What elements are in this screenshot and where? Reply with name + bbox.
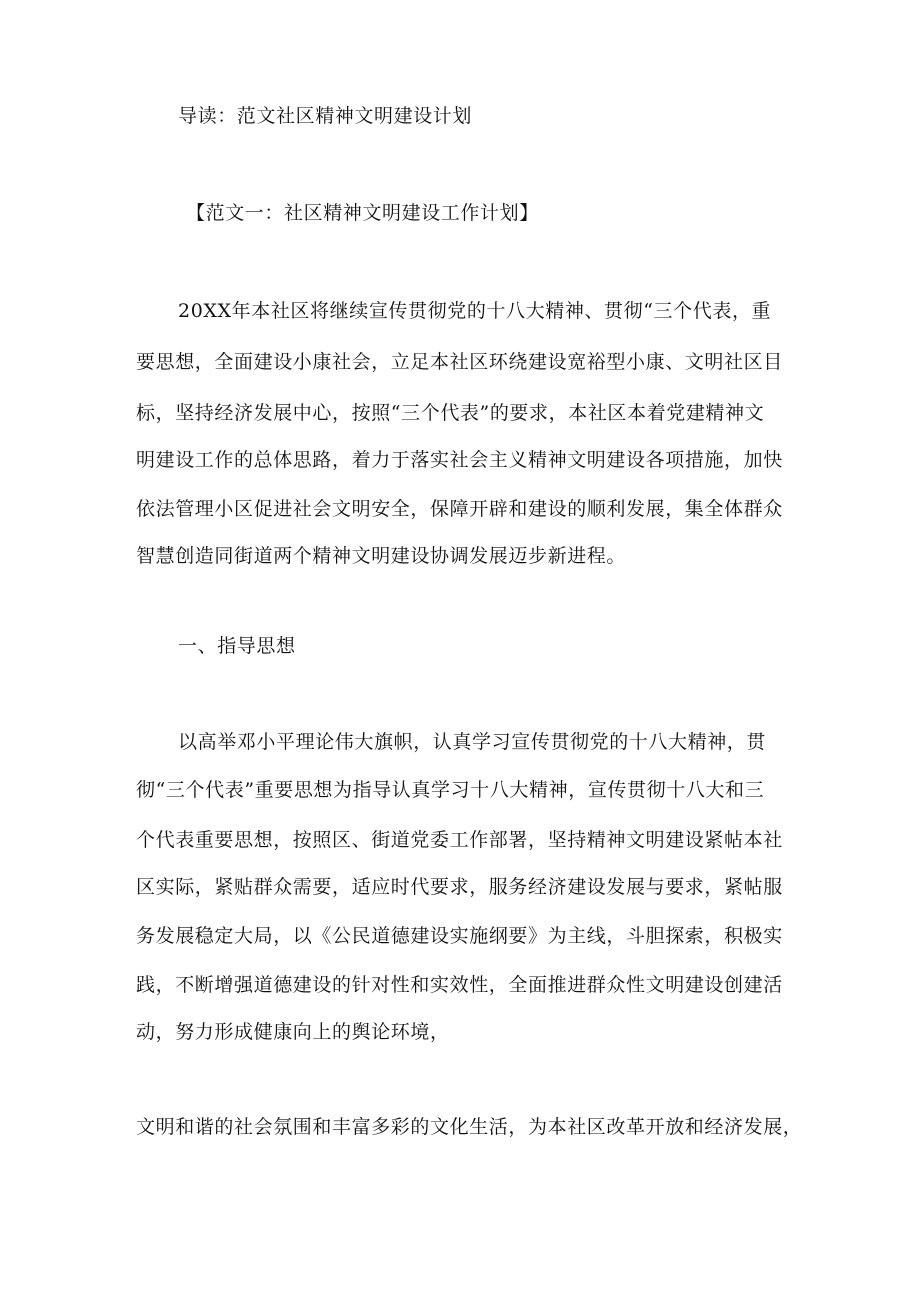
section1-line-3: 个代表重要思想，按照区、街道党委工作部署，坚持精神文明建设紧帖本社: [136, 829, 783, 851]
continuation-line: 文明和谐的社会氛围和丰富多彩的文化生活，为本社区改革开放和经济发展，: [136, 1116, 803, 1138]
intro-line-2: 要思想，全面建设小康社会，立足本社区环绕建设宽裕型小康、文明社区目: [136, 351, 783, 373]
intro-line-1: 20XX年本社区将继续宣传贯彻党的十八大精神、贯彻“三个代表，重: [178, 300, 772, 322]
section1-line-7: 动，努力形成健康向上的舆论环境，: [136, 1021, 450, 1043]
intro-line-6: 智慧创造同街道两个精神文明建设协调发展迈步新进程。: [136, 545, 627, 567]
document-heading: 【范文一：社区精神文明建设工作计划】: [186, 202, 539, 224]
intro-line-4: 明建设工作的总体思路，着力于落实社会主义精神文明建设各项措施，加快: [136, 449, 783, 471]
intro-line-3: 标，坚持经济发展中心，按照“三个代表”的要求，本社区本着党建精神文: [136, 402, 765, 424]
section1-line-4: 区实际，紧贴群众需要，适应时代要求，服务经济建设发展与要求，紧帖服: [136, 876, 783, 898]
section1-line-5: 务发展稳定大局，以《公民道德建设实施纲要》为主线，斗胆探索，积极实: [136, 925, 783, 947]
section1-line-2: 彻“三个代表”重要思想为指导认真学习十八大精神，宣传贯彻十八大和三: [136, 779, 765, 801]
guide-line: 导读：范文社区精神文明建设计划: [178, 105, 473, 127]
section1-title: 一、指导思想: [178, 635, 296, 657]
intro-line-5: 依法管理小区促进社会文明安全，保障开辟和建设的顺利发展，集全体群众: [136, 498, 783, 520]
section1-line-1: 以高举邓小平理论伟大旗帜，认真学习宣传贯彻党的十八大精神，贯: [178, 731, 767, 753]
section1-line-6: 践，不断增强道德建设的针对性和实效性，全面推进群众性文明建设创建活: [136, 974, 783, 996]
